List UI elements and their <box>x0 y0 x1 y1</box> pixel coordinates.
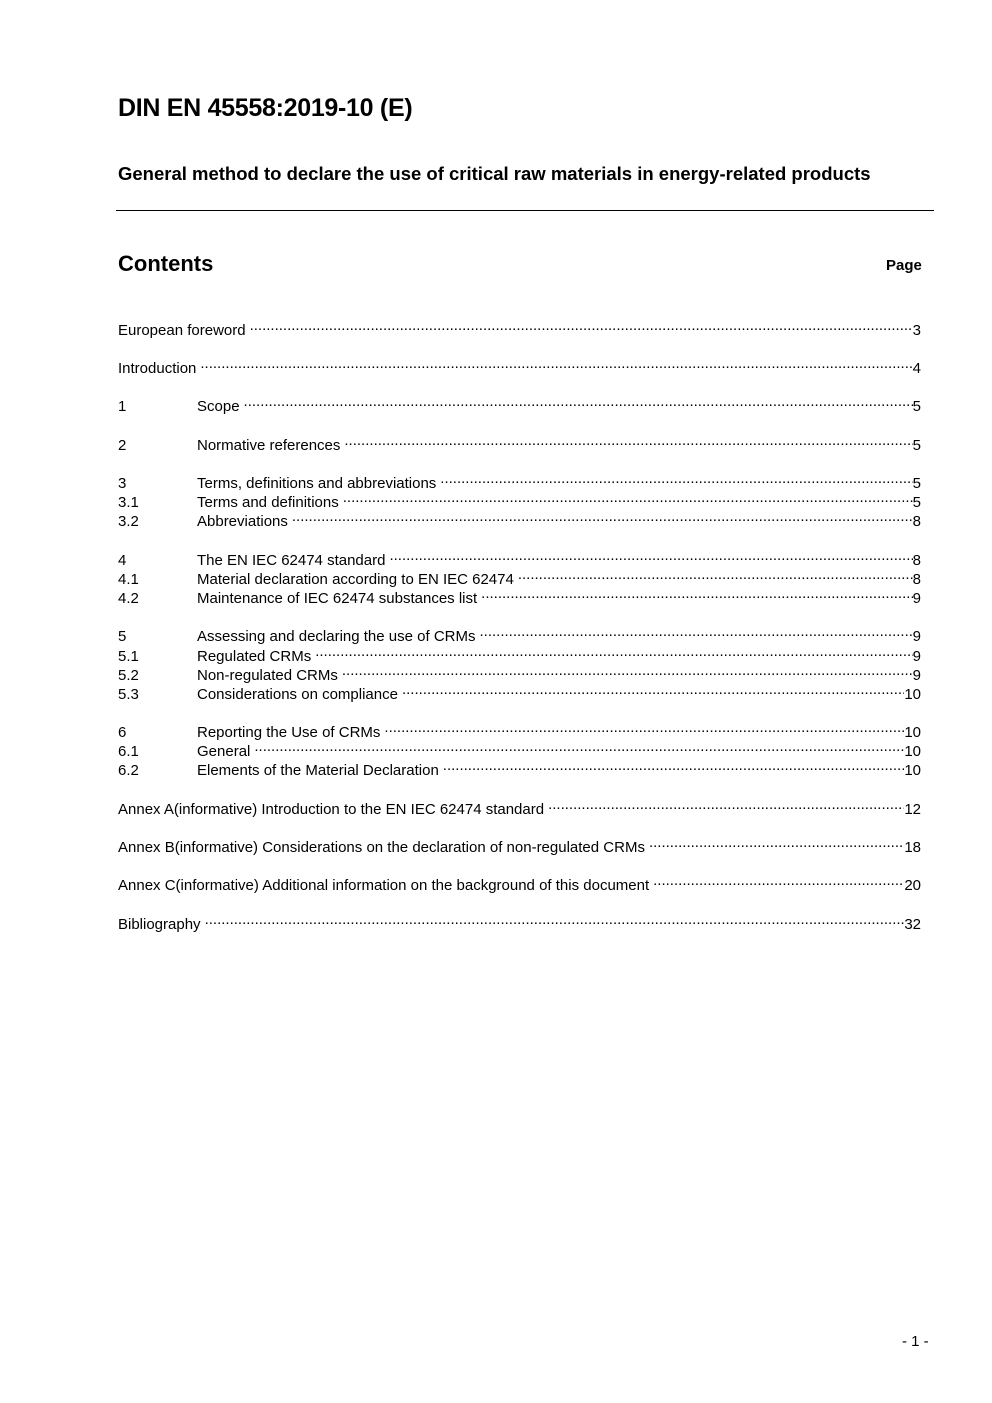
toc-entry-title: Terms and definitions <box>197 494 339 511</box>
contents-heading: Contents <box>118 251 214 276</box>
toc-entry-page: 8 <box>912 571 921 588</box>
toc-entry-4-1[interactable] <box>118 565 921 588</box>
toc-entry-5-2[interactable] <box>118 661 921 684</box>
toc-entry-annex-c[interactable] <box>118 871 921 894</box>
toc-entry-page: 12 <box>904 801 921 818</box>
toc-entry-annex-a[interactable] <box>118 795 921 818</box>
toc-entry-number: 4.2 <box>118 590 139 607</box>
toc-entry-number: 5 <box>118 628 127 645</box>
toc-entry-number: 3 <box>118 475 127 492</box>
toc-entry-page: 9 <box>912 648 921 665</box>
toc-entry-5-3[interactable] <box>118 680 921 703</box>
toc-entry-title: The EN IEC 62474 standard <box>197 552 386 569</box>
toc-entry-3-1[interactable] <box>118 488 921 511</box>
toc-entry-number: 3.1 <box>118 494 139 511</box>
toc-entry-page: 20 <box>904 877 921 894</box>
toc-entry-title: Normative references <box>197 437 341 454</box>
toc-entry-6[interactable] <box>118 718 921 741</box>
toc-entry-page: 10 <box>904 724 921 741</box>
toc-entry-number: 6 <box>118 724 127 741</box>
toc-entry-title: Annex A(informative) Introduction to the EN IEC 62474 standard <box>118 801 545 818</box>
toc-entry-page: 8 <box>912 513 921 530</box>
toc-entry-5[interactable] <box>118 622 921 645</box>
toc-entry-page: 4 <box>912 360 921 377</box>
toc-entry-page: 9 <box>912 667 921 684</box>
toc-entry-introduction[interactable] <box>118 354 921 377</box>
toc-entry-title: Elements of the Material Declaration <box>197 762 439 779</box>
toc-entry-title: Assessing and declaring the use of CRMs <box>197 628 476 645</box>
toc-entry-page: 9 <box>912 590 921 607</box>
toc-entry-page: 10 <box>904 686 921 703</box>
toc-entry-number: 6.2 <box>118 762 139 779</box>
toc-entry-title: Non-regulated CRMs <box>197 667 338 684</box>
toc-entry-page: 9 <box>912 628 921 645</box>
toc-entry-title: Maintenance of IEC 62474 substances list <box>197 590 478 607</box>
page-column-label: Page <box>886 257 922 274</box>
toc-entry-page: 5 <box>912 437 921 454</box>
toc-entry-bibliography[interactable] <box>118 910 921 933</box>
toc-entry-page: 10 <box>904 743 921 760</box>
toc-entry-page: 32 <box>904 916 921 933</box>
toc-entry-page: 18 <box>904 839 921 856</box>
toc-entry-number: 3.2 <box>118 513 139 530</box>
document-subtitle: General method to declare the use of critical raw materials in energy-related products <box>118 163 871 184</box>
toc-entry-number: 6.1 <box>118 743 139 760</box>
toc-entry-page: 5 <box>912 398 921 415</box>
toc-entry-title: European foreword <box>118 322 246 339</box>
toc-entry-6-2[interactable] <box>118 756 921 779</box>
toc-entry-3[interactable] <box>118 469 921 492</box>
page-number: - 1 - <box>902 1333 929 1350</box>
toc-entry-title: Introduction <box>118 360 197 377</box>
toc-entry-1[interactable] <box>118 392 921 415</box>
toc-entry-title: General <box>197 743 251 760</box>
toc-entry-6-1[interactable] <box>118 737 921 760</box>
document-id: DIN EN 45558:2019-10 (E) <box>118 94 413 122</box>
toc-entry-title: Annex C(informative) Additional information on the background of this document <box>118 877 650 894</box>
toc-entry-title: Regulated CRMs <box>197 648 312 665</box>
toc-entry-page: 5 <box>912 494 921 511</box>
toc-entry-number: 1 <box>118 398 127 415</box>
toc-entry-4-2[interactable] <box>118 584 921 607</box>
toc-entry-european-foreword[interactable] <box>118 316 921 339</box>
toc-entry-number: 5.3 <box>118 686 139 703</box>
toc-entry-title: Annex B(informative) Considerations on the declaration of non-regulated CRMs <box>118 839 645 856</box>
toc-entry-page: 10 <box>904 762 921 779</box>
toc-entry-page: 8 <box>912 552 921 569</box>
toc-entry-4[interactable] <box>118 546 921 569</box>
title-divider <box>116 210 934 211</box>
toc-entry-title: Considerations on compliance <box>197 686 398 703</box>
toc-entry-5-1[interactable] <box>118 642 921 665</box>
toc-entry-title: Terms, definitions and abbreviations <box>197 475 437 492</box>
toc-entry-annex-b[interactable] <box>118 833 921 856</box>
toc-entry-title: Bibliography <box>118 916 201 933</box>
toc-entry-title: Reporting the Use of CRMs <box>197 724 381 741</box>
toc-entry-title: Material declaration according to EN IEC 62474 <box>197 571 514 588</box>
toc-entry-title: Abbreviations <box>197 513 288 530</box>
toc-entry-number: 5.2 <box>118 667 139 684</box>
toc-entry-number: 4 <box>118 552 127 569</box>
toc-entry-3-2[interactable] <box>118 507 921 530</box>
toc-entry-number: 4.1 <box>118 571 139 588</box>
toc-entry-number: 5.1 <box>118 648 139 665</box>
toc-entry-2[interactable] <box>118 431 921 454</box>
toc-entry-page: 3 <box>912 322 921 339</box>
toc-entry-title: Scope <box>197 398 240 415</box>
toc-entry-page: 5 <box>912 475 921 492</box>
toc-entry-number: 2 <box>118 437 127 454</box>
